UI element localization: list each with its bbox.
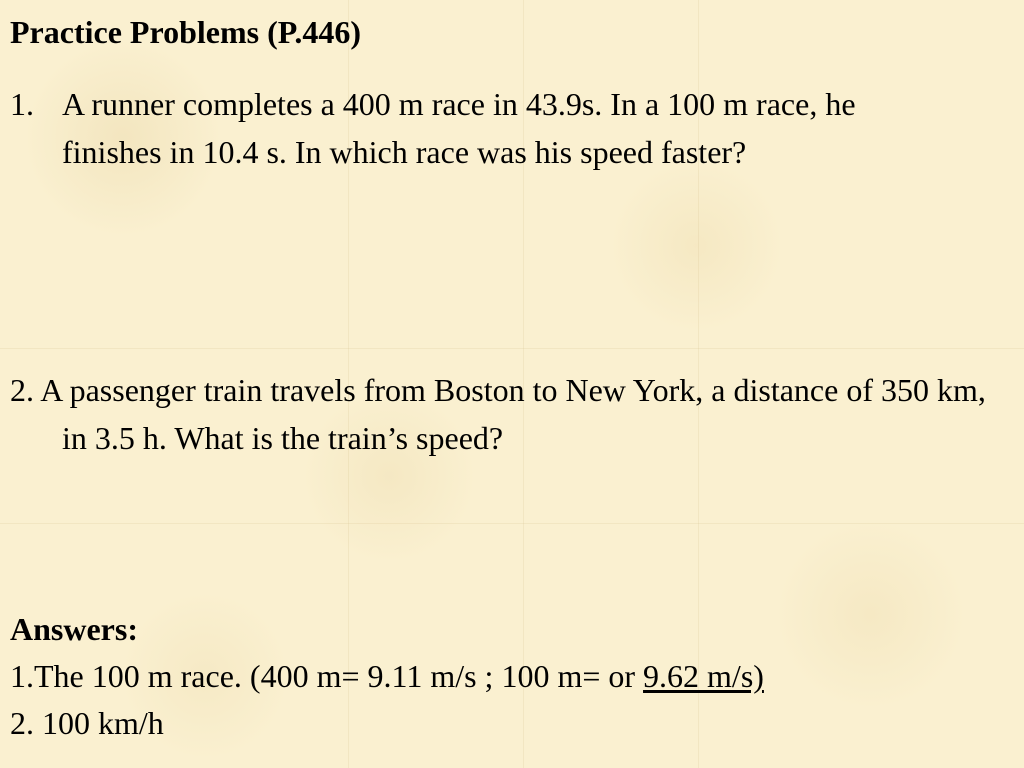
answers-block [10, 606, 764, 747]
problem-1 [10, 80, 950, 176]
slide-title: Practice Problems (P.446) [10, 14, 361, 50]
answer-1-text: 1.The 100 m race. (400 m= 9.11 m/s ; 100 m= or [10, 658, 644, 694]
answer-1-underlined-value: 9.62 m/s) [643, 658, 764, 694]
answer-2: 2. 100 km/h [10, 705, 164, 741]
problem-1-number: 1. [10, 86, 34, 122]
problem-1-text: A runner completes a 400 m race in 43.9s. In a 100 m race, he finishes in 10.4 s. In which race was his speed faster? [62, 86, 856, 170]
answer-1 [10, 653, 764, 700]
answers-heading: Answers: [10, 611, 138, 647]
problem-2-text: 2. A passenger train travels from Boston to New York, a distance of 350 km, in 3.5 h. What is the train’s speed? [10, 372, 986, 456]
